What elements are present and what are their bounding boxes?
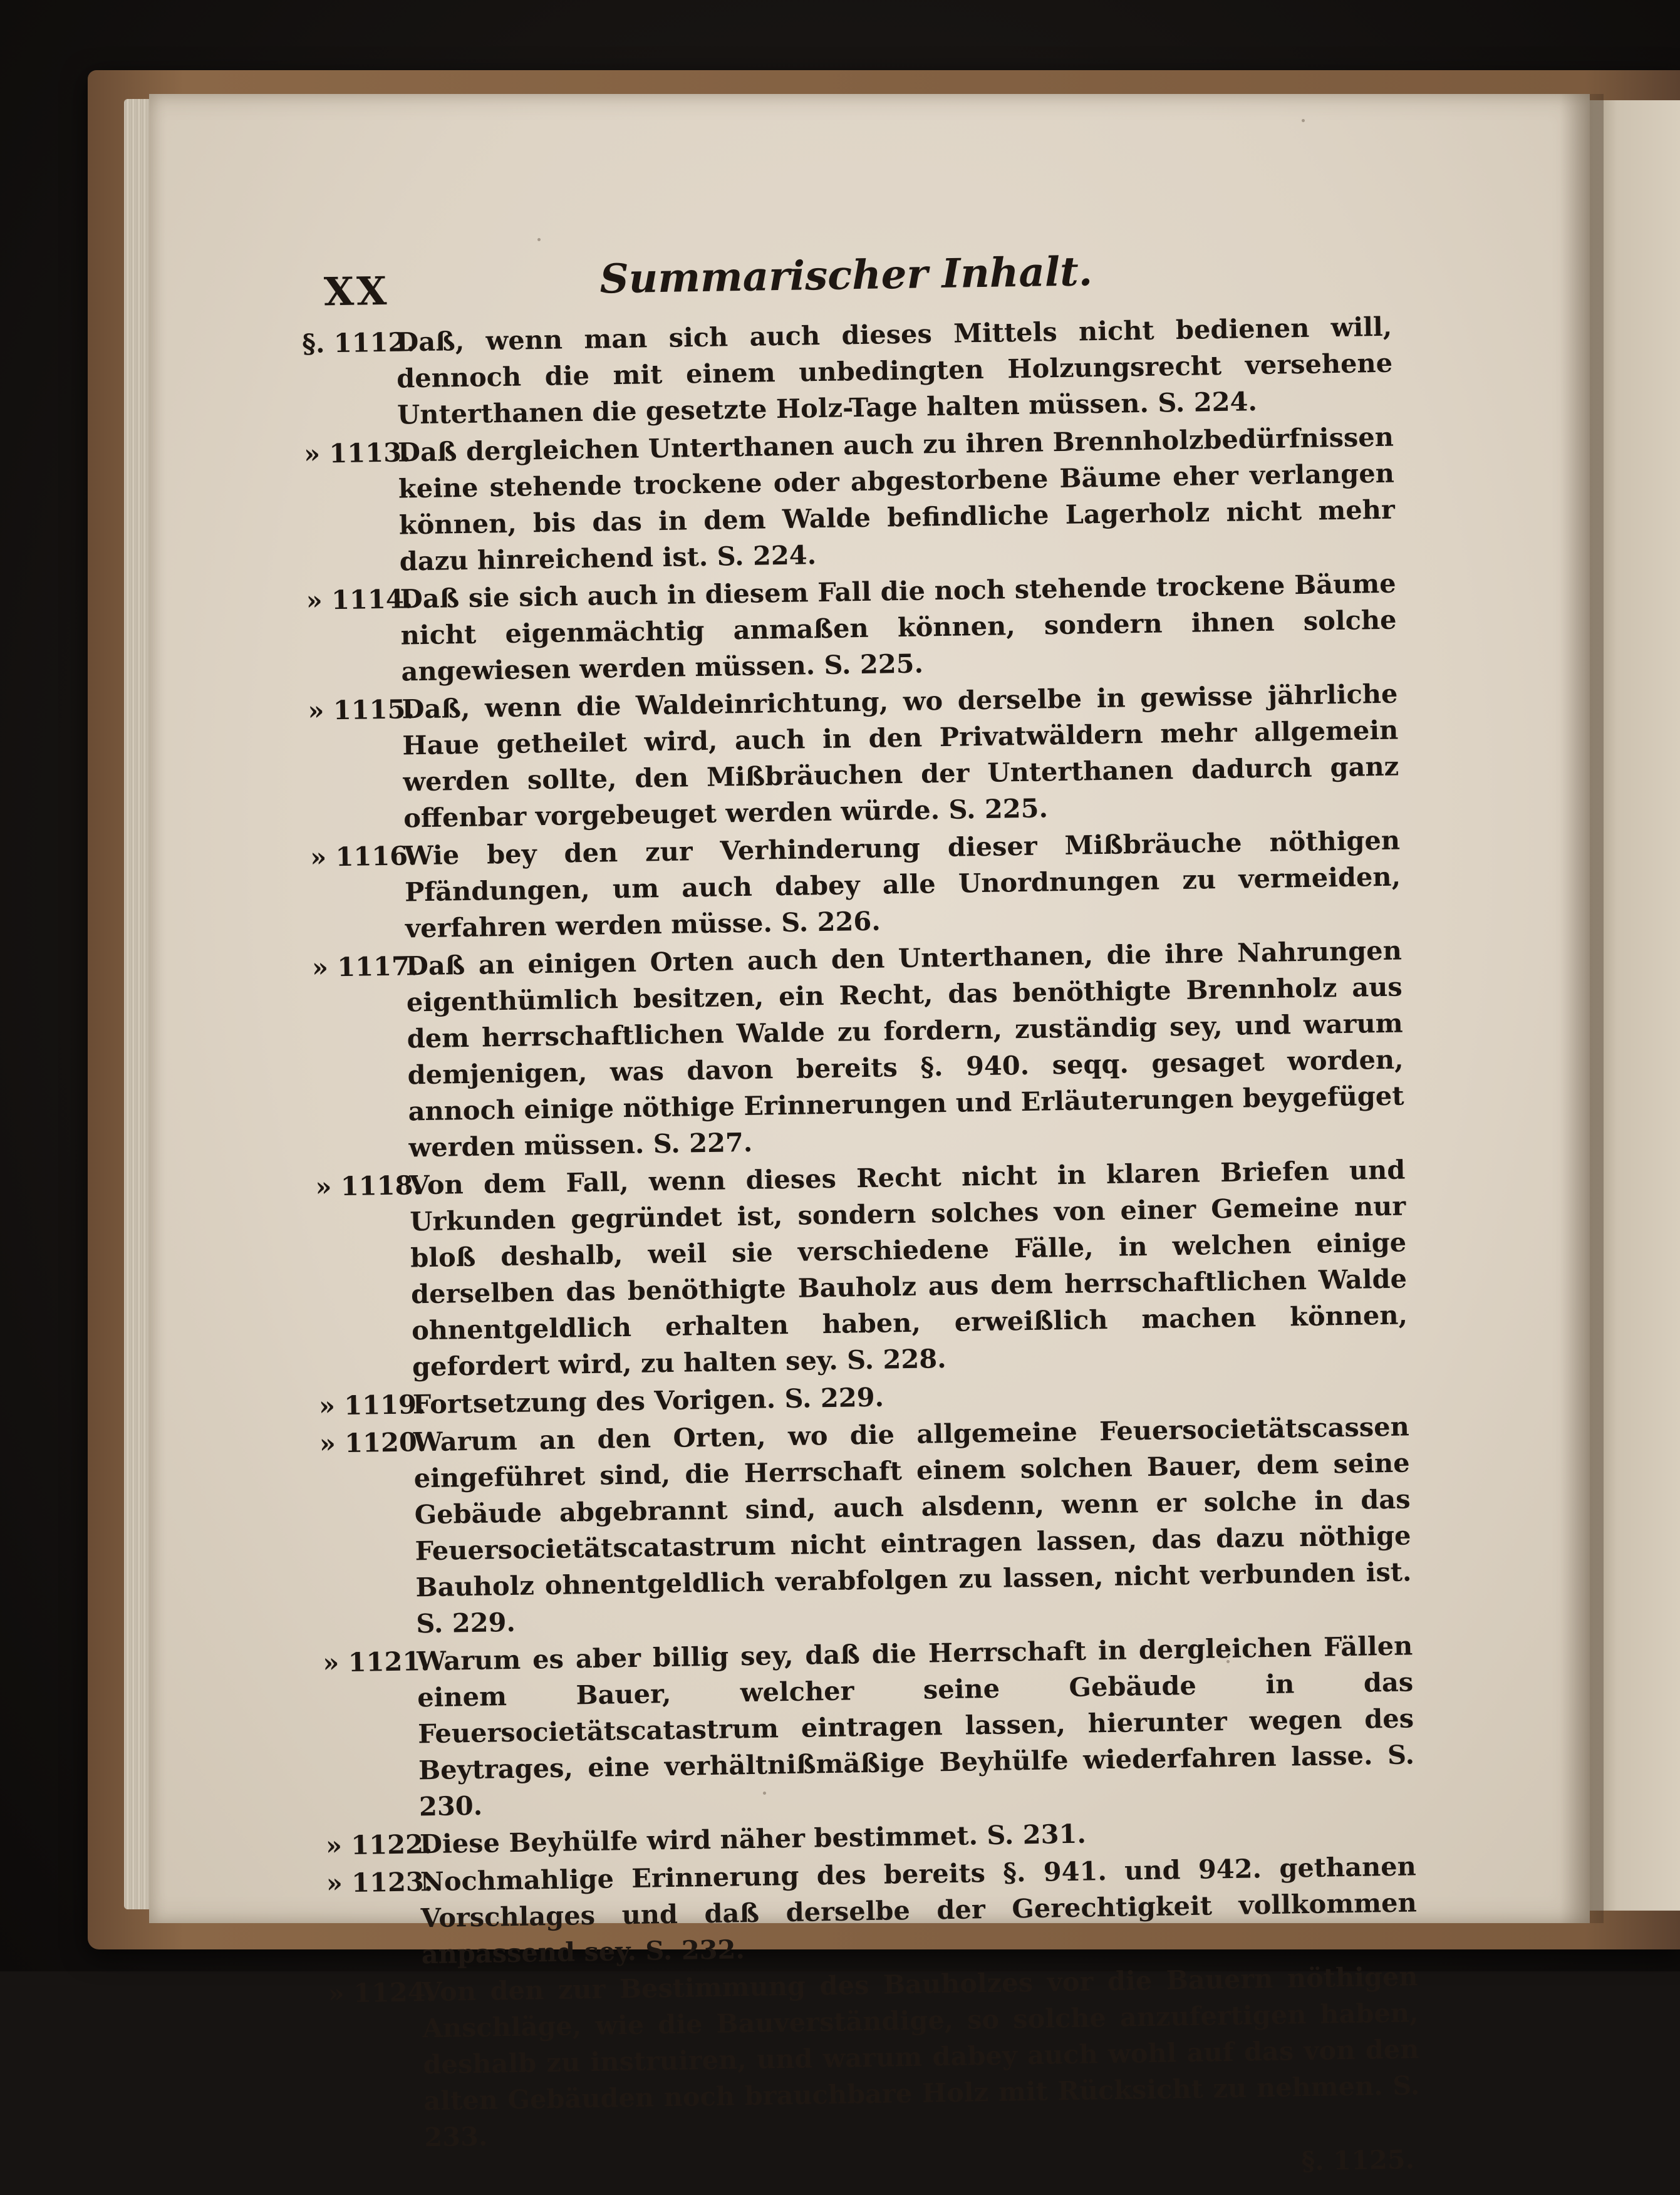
catchword: §. 1125. [1301,2144,1415,2177]
summary-entry [312,933,1405,1168]
summary-entry [328,1958,1420,2157]
running-title: Summarischer Inhalt. [599,248,1093,303]
entry-text: Von den zur Bestimmung des Bauholzes vor die Bauern nöthigen Anschläge, wie die Bauverständige, so solche anzufertigen haben, deshalb zu instruiren, und warum dabey auch wohl auf das von den alten Gebäuden noch brauchbare Holz mit Rücksicht zu nehmen. S. 233. [422,1961,1420,2153]
entry-number: » 1122. [325,1829,433,1861]
summary-entries [302,309,1421,2157]
gutter-shadow [1560,94,1604,1923]
entry-number: » 1118. [315,1170,423,1202]
entry-number: » 1117. [311,950,419,983]
entry-text: Daß, wenn die Waldeinrichtung, wo derselbe in gewisse jährliche Haue getheilet wird, auch in den Privatwäldern mehr allgemein werden sollte, den Mißbräuchen der Unterthanen dadurch ganz offenbar vorgebeuget werden würde. S. 225. [402,678,1399,834]
summary-entry [304,419,1396,581]
entry-text: Warum es aber billig sey, daß die Herrschaft in dergleichen Fällen einem Bauer, welcher seine Gebäude in das Feuersocietätscatastrum eintragen lassen, hierunter wegen des Beytrages, eine verhältnißmäßige Beyhülfe wiederfahren lasse. S. 230. [417,1630,1415,1822]
page-number: XX [323,267,390,315]
entry-text: Daß an einigen Orten auch den Unterthanen, die ihre Nahrungen eigenthümlich besitzen, ein Recht, das benöthigte Brennholz aus dem herrschaftlichen Walde zu fordern, zuständig sey, und warum demjenigen, was davon bereits §. 940. seqq. gesaget worden, annoch einige nöthige Erinnerungen und Erläuterungen beygefüget werden müssen. S. 227. [405,935,1404,1163]
entry-number: » 1116. [309,840,417,873]
summary-entry [308,676,1399,838]
entry-text: Daß dergleichen Unterthanen auch zu ihren Brennholzbedürfnissen keine stehende trockene oder abgestorbene Bäume eher verlangen können, bis das in dem Walde befindliche Lagerholz nicht mehr dazu hinreichend ist. S. 224. [397,421,1396,577]
entry-number: » 1124. [328,1976,435,2009]
entry-number: » 1115. [308,693,415,726]
entry-number: » 1114. [306,583,413,616]
entry-text: Diese Beyhülfe wird näher bestimmet. S. 231. [419,1818,1087,1860]
page-content [301,234,1421,2195]
summary-entry [315,1151,1408,1386]
entry-number: » 1113. [303,437,411,469]
summary-entry [310,822,1402,948]
entry-text: Nochmahlige Erinnerung des bereits §. 941. und 942. gethanen Vorschlages und daß derselbe der Gerechtigkeit vollkommen anpassend sey. S. 232. [420,1850,1418,1970]
entry-text: Warum an den Orten, wo die allgemeine Feuersocietätscassen eingeführet sind, die Herrschaft einem solchen Bauer, dem seine Gebäude abgebrannt sind, auch alsdenn, wenn er solche in das Feuersocietätscatastrum nicht eintragen lassen, das dazu nöthige Bauholz ohnentgeldlich verabfolgen zu lassen, nicht verbunden ist. S. 229. [413,1411,1412,1639]
summary-entry [323,1627,1415,1826]
entry-number: » 1123. [326,1866,433,1899]
entry-text: Daß, wenn man sich auch dieses Mittels nicht bedienen will, dennoch die mit einem unbedingten Holzungsrecht versehene Unterthanen die gesetzte Holz-Tage halten müssen. S. 224. [395,311,1393,430]
entry-number: » 1120. [319,1426,427,1459]
entry-text: Von dem Fall, wenn dieses Recht nicht in klaren Briefen und Urkunden gegründet ist, sondern solches von einer Gemeine nur bloß deshalb, weil sie verschiedene Fälle, in welchen einige derselben das benöthigte Bauholz aus dem herrschaftlichen Walde ohnentgeldlich erhalten haben, erweißlich machen können, gefordert wird, zu halten sey. S. 228. [409,1154,1408,1383]
summary-entry [306,566,1397,692]
entry-text: Wie bey den zur Verhinderung dieser Mißbräuche nöthigen Pfändungen, um auch dabey alle Unordnungen zu vermeiden, verfahren werden müsse. S. 226. [403,824,1401,944]
entry-number: » 1121. [323,1646,430,1678]
paper-speck [537,238,541,241]
summary-entry [302,309,1394,435]
summary-entry [326,1848,1418,1974]
paper-speck [1302,119,1305,122]
entry-text: Daß sie sich auch in diesem Fall die noch stehende trockene Bäume nicht eigenmächtig anmaßen können, sondern ihnen solche angewiesen werden müssen. S. 225. [400,568,1397,687]
entry-text: Fortsetzung des Vorigen. S. 229. [412,1381,884,1420]
entry-number: » 1119. [318,1389,426,1421]
summary-entry [319,1408,1412,1643]
entry-number: §. 1112. [301,326,416,359]
